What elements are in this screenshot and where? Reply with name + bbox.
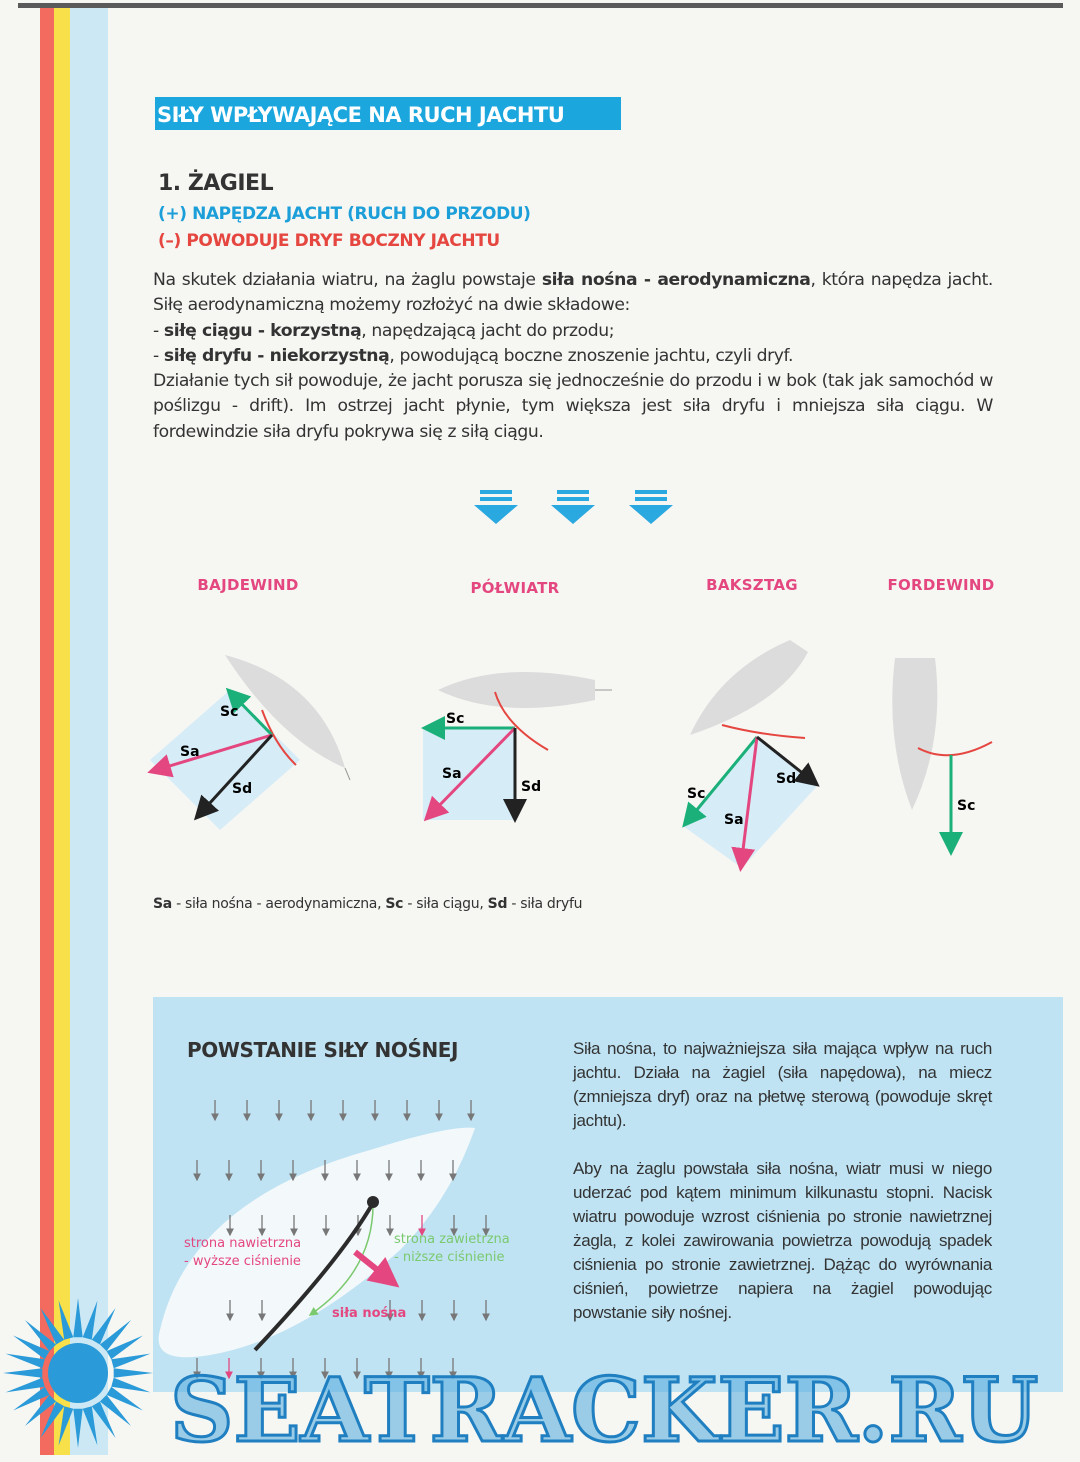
text: - siła nośna - aerodynamiczna, [171,896,386,912]
bold-term: siła nośna - aerodynamiczna [541,270,811,290]
windward-label: - wyższe ciśnienie [184,1254,301,1269]
paragraph: Siła nośna, to najważniejsza siła mająca wpływ na ruch jachtu. Działa na żagiel (siła napędowa), na miecz (zmniejsza dryf) oraz na płetwę sterową (powoduje skręt jachtu). [573,1039,992,1130]
lift-force-label: siła nośna [332,1306,407,1321]
diagram-baksztag [683,640,818,868]
text: Na skutek działania wiatru, na żaglu powstaje [153,270,542,290]
sd-label: Sd [776,771,797,787]
diagram-fordewind [892,658,992,850]
watermark-star-logo [0,1295,160,1455]
sail-curve [722,725,805,738]
paragraph: Aby na żaglu powstała siła nośna, wiatr musi w niego uderzać pod kątem minimum kilkunastu stopni. Nacisk wiatru powoduje wzrost ciśnienia po stronie nawietrznej żagla, z kolei zawirowania powietrza powodują spadek ciśnienia po stronie zawietrznej. Dążąc do wyrównania ciśnień, powietrze napiera na żagiel powodując powstanie siły nośnej. [573,1159,992,1322]
sc-label: Sc [446,711,465,727]
sa-label: Sa [442,766,462,782]
lift-title: POWSTANIE SIŁY NOŚNEJ [187,1038,459,1062]
paragraph: Działanie tych sił powoduje, że jacht porusza się jednocześnie do przodu i w bok (tak jak samochód w poślizgu - drift). Im ostrzej jacht płynie, tym większa jest siła dryfu i mniejsza siła ciągu. W fordewindzie siła dryfu pokrywa się z siłą ciągu. [153,371,993,442]
lift-diagram [150,1080,530,1390]
lift-text [573,1037,992,1349]
text: - [153,345,164,366]
sc-label: Sc [957,798,976,814]
leeward-label: - niższe ciśnienie [394,1250,505,1265]
bold-term: siłę dryfu - niekorzystną [163,345,390,366]
course-label-baksztag: BAKSZTAG [706,576,798,594]
sail-minus-line: (–) POWODUJE DRYF BOCZNY JACHTU [158,231,500,251]
sd-label: Sd [232,781,253,797]
hull-shape [892,658,937,810]
hull-shape [690,640,808,735]
course-label-bajdewind: BAJDEWIND [197,576,299,594]
sc-label: Sc [687,786,706,802]
text: , napędzającą jacht do przodu; [361,320,615,341]
text: Sc [385,896,404,912]
section-heading-text: SIŁY WPŁYWAJĄCE NA RUCH JACHTU [157,103,565,127]
course-label-fordewind: FORDEWIND [887,576,995,594]
diagram-polwiatr [423,672,612,820]
watermark: SEATRACKER.RU [170,1358,1039,1462]
force-legend [153,896,582,912]
diagram-bajdewind [150,655,350,830]
sd-label: Sd [521,779,542,795]
wind-arrow-icon [474,490,518,524]
sail-plus-line: (+) NAPĘDZA JACHT (RUCH DO PRZODU) [158,204,531,224]
sa-label: Sa [180,744,200,760]
sc-label: Sc [220,704,239,720]
wind-arrows [474,490,673,524]
course-label-polwiatr: PÓŁWIATR [470,579,560,597]
bold-term: siłę ciągu - korzystną [163,320,362,341]
hull-shape [438,672,595,708]
text: Sd [487,896,508,912]
sa-label: Sa [724,812,744,828]
text: , która napędza jacht. Siłę aerodynamiczną możemy rozłożyć na dwie składowe: [153,270,994,316]
windward-label: strona nawietrzna [184,1236,302,1251]
wind-arrow-icon [551,490,595,524]
text: - siła ciągu, [403,896,488,912]
mast-icon [367,1196,379,1208]
wind-arrow-icon [629,490,673,524]
text: - siła dryfu [507,896,583,912]
text: , powodującą boczne znoszenie jachtu, czyli dryf. [389,345,794,366]
sail-title: 1. ŻAGIEL [158,171,274,196]
text: Sa [153,896,172,912]
leeward-label: strona zawietrzna [394,1232,510,1247]
text: - [153,320,164,341]
